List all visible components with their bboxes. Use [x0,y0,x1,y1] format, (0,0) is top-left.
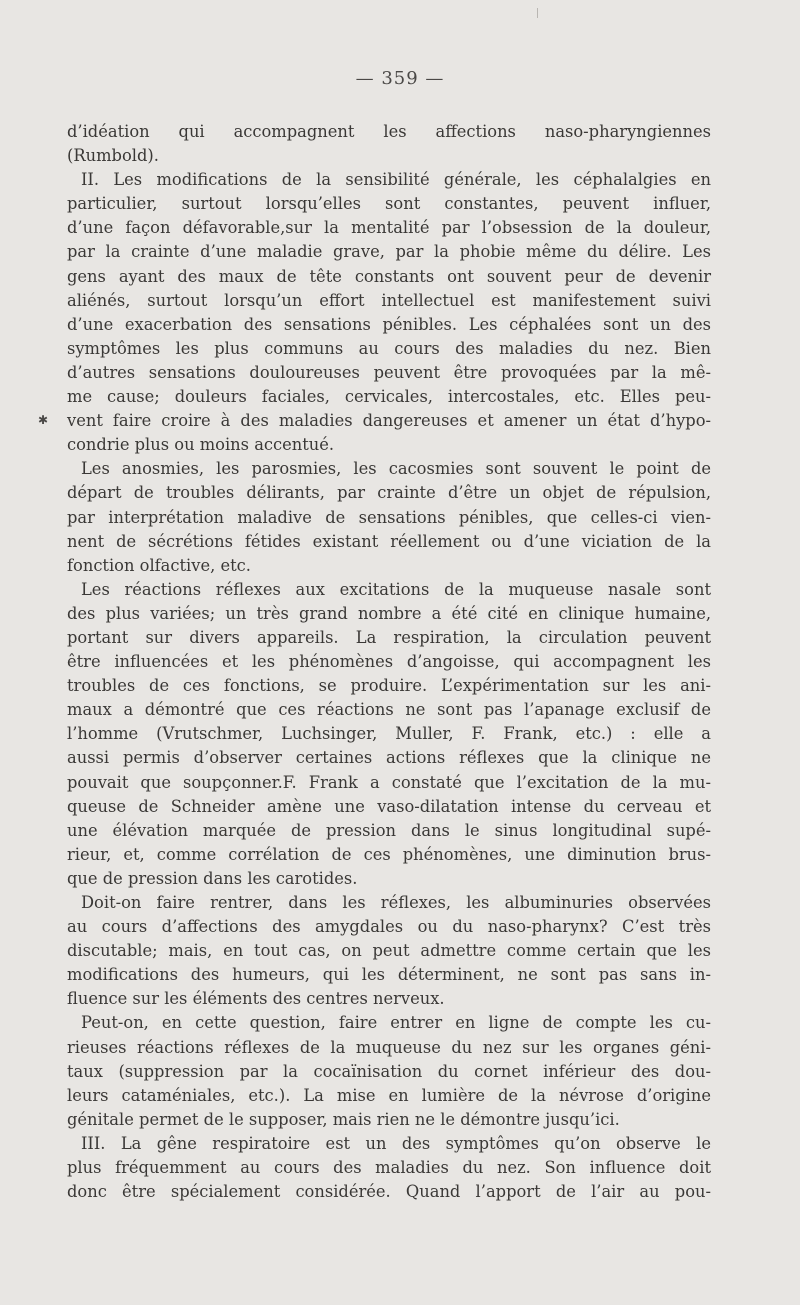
text-line: leurs cataméniales, etc.). La mise en lumière de la névrose d’origine [67,1085,711,1105]
text-line: troubles de ces fonctions, se produire. L’expérimentation sur les ani- [67,676,711,696]
text-line: des plus variées; un très grand nombre a été cité en clinique humaine, [67,603,711,623]
text-line: d’une exacerbation des sensations pénibles. Les céphalées sont un des [67,314,711,334]
text-line: vent faire croire à des maladies dangereuses et amener un état d’hypo- [67,411,711,431]
text-line: taux (suppression par la cocaïnisation du cornet inférieur des dou- [67,1061,711,1081]
text-line: donc être spécialement considérée. Quand l’apport de l’air au pou- [67,1182,711,1202]
text-line: modifications des humeurs, qui les déterminent, ne sont pas sans in- [67,965,711,985]
text-line: rieuses réactions réflexes de la muqueuse du nez sur les organes géni- [67,1037,711,1057]
text-line: génitale permet de le supposer, mais rien ne le démontre jusqu’ici. [67,1109,620,1129]
text-line: maux a démontré que ces réactions ne sont pas l’apanage exclusif de [67,700,711,720]
text-line: me cause; douleurs faciales, cervicales, intercostales, etc. Elles peu- [67,387,711,407]
text-line: Doit-on faire rentrer, dans les réflexes, les albuminuries observées [81,893,711,912]
text-line: fonction olfactive, etc. [67,555,251,575]
text-line: aussi permis d’observer certaines actions réflexes que la clinique ne [67,748,711,768]
margin-asterisk-mark: ✱ [38,413,49,427]
text-line: plus fréquemment au cours des maladies du nez. Son influence doit [67,1158,711,1178]
text-line: d’autres sensations douloureuses peuvent être provoquées par la mê- [67,362,711,382]
text-line: gens ayant des maux de tête constants ont souvent peur de devenir [67,266,711,286]
text-line: portant sur divers appareils. La respiration, la circulation peuvent [67,627,711,647]
text-line: queuse de Schneider amène une vaso-dilatation intense du cerveau et [67,796,711,816]
text-line: particulier, surtout lorsqu’elles sont constantes, peuvent influer, [67,194,711,214]
text-line: que de pression dans les carotides. [67,868,358,888]
text-line: nent de sécrétions fétides existant réellement ou d’une viciation de la [67,531,711,551]
text-line: II. Les modifications de la sensibilité générale, les céphalalgies en [81,170,711,190]
text-line: d’une façon défavorable,sur la mentalité par l’obsession de la douleur, [67,218,711,238]
text-line: III. La gêne respiratoire est un des symptômes qu’on observe le [81,1133,711,1153]
text-line: Peut-on, en cette question, faire entrer en ligne de compte les cu- [81,1013,711,1033]
text-line: condrie plus ou moins accentué. [67,435,335,455]
text-line: départ de troubles délirants, par crainte d’être un objet de répulsion, [67,483,711,503]
text-line: symptômes les plus communs au cours des maladies du nez. Bien [67,338,711,358]
text-line: d’idéation qui accompagnent les affections naso-pharyngiennes [67,122,711,141]
text-line: (Rumbold). [67,146,159,166]
text-line: Les réactions réflexes aux excitations de la muqueuse nasale sont [81,579,711,599]
page-number: — 359 — [355,68,445,89]
text-line: rieur, et, comme corrélation de ces phénomènes, une diminution brus- [67,844,711,864]
scan-mark [537,8,538,18]
text-line: aliénés, surtout lorsqu’un effort intellectuel est manifestement suivi [67,290,711,310]
text-line: une élévation marquée de pression dans le sinus longitudinal supé- [67,820,711,840]
text-line: discutable; mais, en tout cas, on peut admettre comme certain que les [67,941,711,961]
text-line: être influencées et les phénomènes d’angoisse, qui accompagnent les [67,652,711,672]
text-line: l’homme (Vrutschmer, Luchsinger, Muller, F. Frank, etc.) : elle a [67,724,711,744]
text-line: fluence sur les éléments des centres nerveux. [67,989,445,1009]
text-line: par interprétation maladive de sensations pénibles, que celles-ci vien- [67,507,711,527]
body-text [67,120,711,1204]
text-line: Les anosmies, les parosmies, les cacosmies sont souvent le point de [81,459,711,479]
text-line: au cours d’affections des amygdales ou du naso-pharynx? C’est très [67,917,711,937]
text-line: pouvait que soupçonner.F. Frank a constaté que l’excitation de la mu- [67,772,711,792]
text-line: par la crainte d’une maladie grave, par la phobie même du délire. Les [67,242,711,262]
